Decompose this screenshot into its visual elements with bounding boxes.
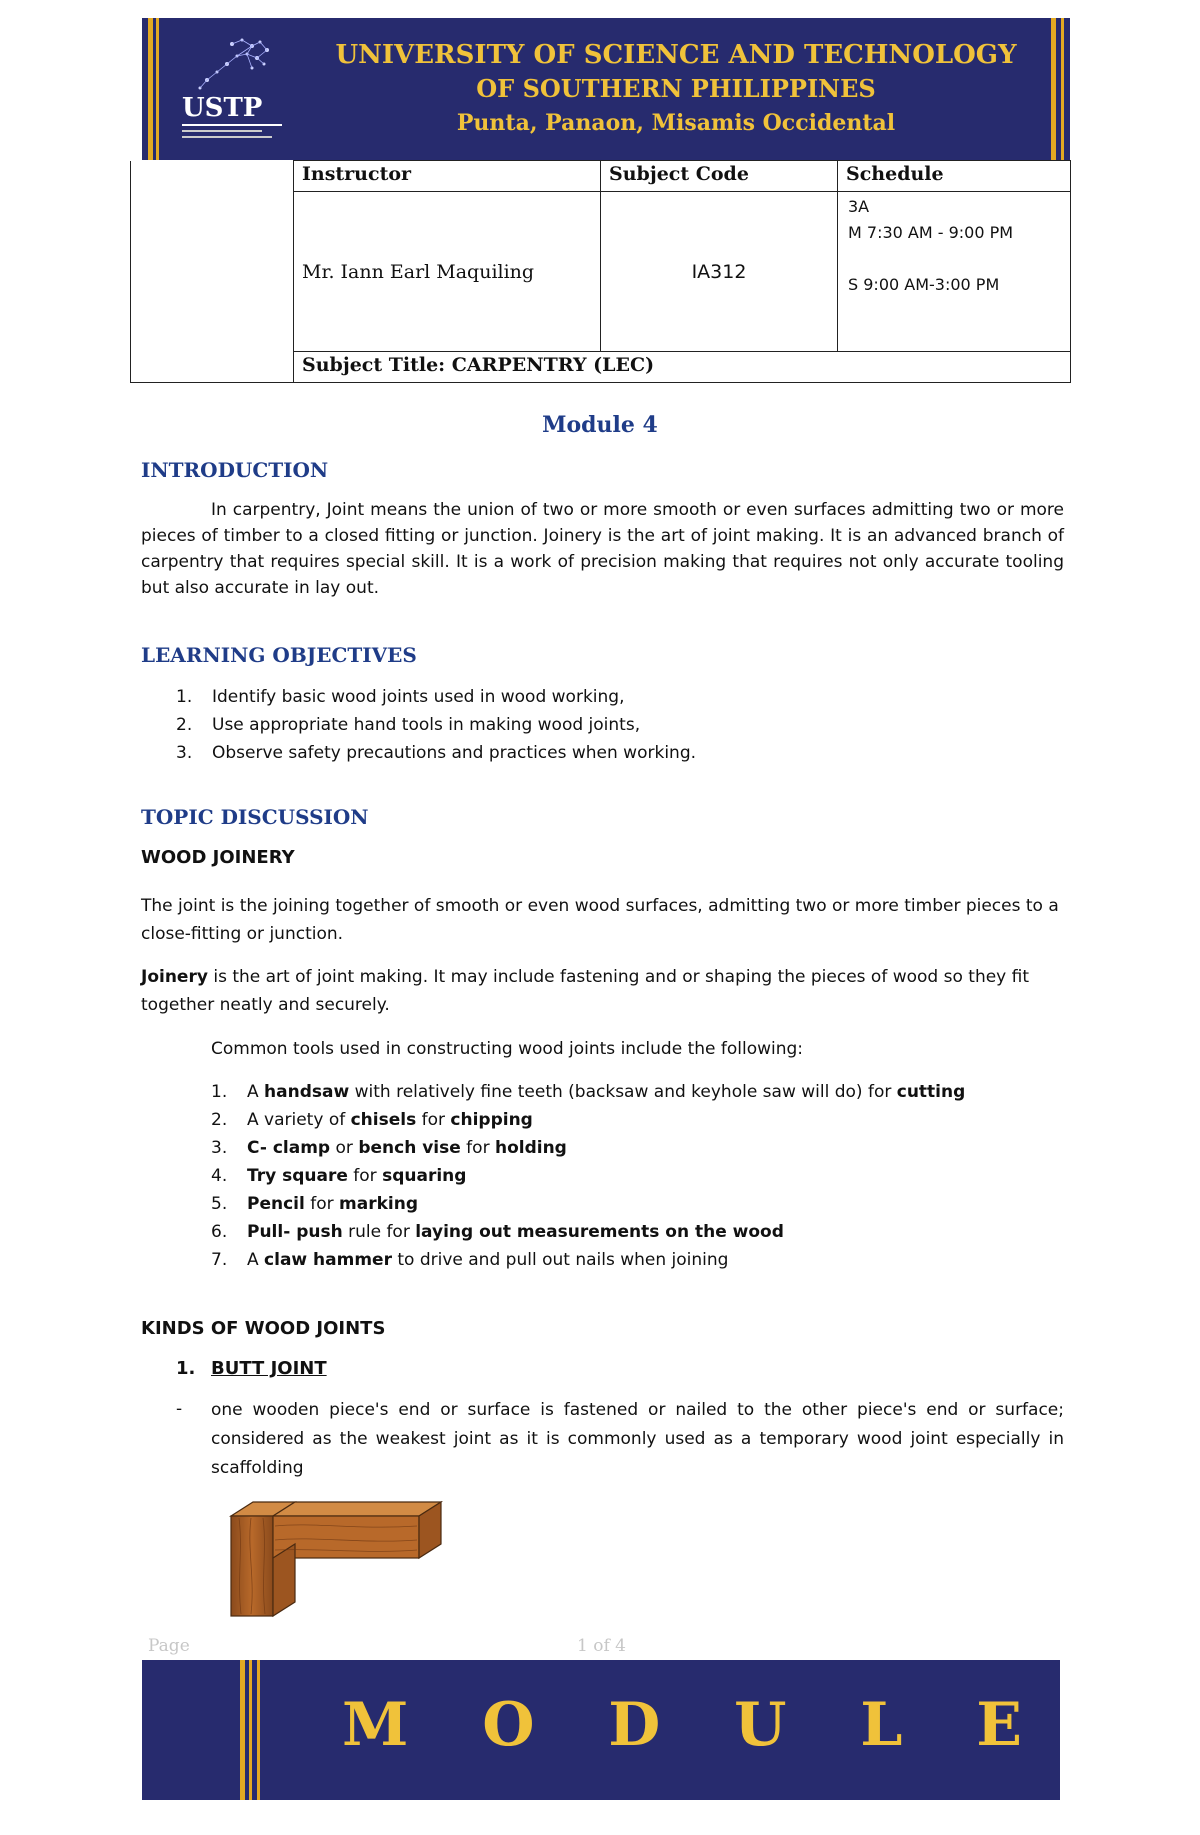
schedule-section: 3A [848, 197, 870, 216]
list-item [176, 711, 1056, 739]
blank-cell [131, 161, 294, 383]
item-number: 3. [176, 743, 193, 763]
banner-stripe [1051, 18, 1056, 160]
course-info-table [130, 160, 1071, 383]
page-label: Page [148, 1636, 190, 1656]
item-number: 2. [211, 1110, 228, 1130]
tool-text: for [416, 1110, 451, 1130]
tool-name: C- clamp [247, 1138, 331, 1158]
item-number: 7. [211, 1250, 228, 1270]
footer-stripe [249, 1660, 252, 1800]
wordmark-letter: M [342, 1690, 409, 1760]
item-text: Observe safety precautions and practices when working. [212, 743, 697, 763]
footer-stripe [257, 1660, 260, 1800]
tool-text: with relatively fine teeth (backsaw and keyhole saw will do) for [349, 1082, 897, 1102]
subject-code: IA312 [691, 260, 747, 283]
header-banner [142, 18, 1070, 160]
joinery-term: Joinery [141, 967, 208, 987]
tool-use: cutting [896, 1082, 966, 1102]
tool-text: A [247, 1250, 265, 1270]
item-number: 3. [211, 1138, 228, 1158]
tool-text: A variety of [247, 1110, 351, 1130]
logo-text: USTP [182, 93, 263, 123]
schedule-monday: M 7:30 AM - 9:00 PM [848, 223, 1014, 242]
footer-banner [142, 1660, 1060, 1800]
item-number: 2. [176, 715, 193, 735]
objectives-heading: LEARNING OBJECTIVES [141, 643, 417, 667]
schedule-saturday: S 9:00 AM-3:00 PM [848, 275, 1000, 294]
tools-intro: Common tools used in constructing wood joints include the following: [211, 1039, 804, 1059]
butt-joint-title: BUTT JOINT [211, 1358, 327, 1379]
ustp-logo [172, 34, 292, 146]
tool-text: to drive and pull out nails when joining [391, 1250, 729, 1270]
tool-use: chipping [450, 1110, 533, 1130]
joinery-text: is the art of joint making. It may include fastening and or shaping the pieces of wood so they fit together neatly and securely. [141, 967, 1030, 1015]
tool-name: Pull- push [247, 1222, 343, 1242]
introduction-body: In carpentry, Joint means the union of two or more smooth or even surfaces admitting two or more pieces of timber to a closed fitting or junction. Joinery is the art of joint making. It is an advanced branch of carpentry that requires special skill. It is a work of precision making that requires not only accurate tooling but also accurate in lay out. [141, 500, 1064, 598]
introduction-heading: INTRODUCTION [141, 458, 329, 482]
schedule-cell [838, 192, 1071, 352]
instructor-name: Mr. Iann Earl Maquiling [302, 260, 535, 283]
list-item [176, 739, 1056, 767]
tool-name: chisels [350, 1110, 417, 1130]
banner-stripe [156, 18, 159, 160]
tool-name: Pencil [247, 1194, 305, 1214]
list-item [211, 1106, 1071, 1134]
wordmark-letter: E [976, 1690, 1022, 1760]
joint-definition: The joint is the joining together of smooth or even wood surfaces, admitting two or more timber pieces to a close-fitting or junction. [141, 896, 1059, 944]
tool-use: marking [339, 1194, 418, 1214]
subject-code-cell [601, 192, 838, 352]
university-line-1: UNIVERSITY OF SCIENCE AND TECHNOLOGY [335, 40, 1017, 70]
butt-joint-description: one wooden piece's end or surface is fastened or nailed to the other piece's end or surface; considered as the weakest joint as it is commonly used as a temporary wood joint especially in scaffolding [211, 1400, 1064, 1478]
joinery-definition [141, 963, 1061, 1019]
list-item [211, 1078, 1071, 1106]
tool-name: bench vise [358, 1138, 461, 1158]
list-item [211, 1190, 1071, 1218]
footer-stripe [240, 1660, 245, 1800]
subject-title: Subject Title: CARPENTRY (LEC) [294, 352, 1071, 383]
topic-heading: TOPIC DISCUSSION [141, 805, 369, 829]
tool-name: Try square [247, 1166, 348, 1186]
tool-name: claw hammer [264, 1250, 392, 1270]
butt-joint-illustration [225, 1488, 475, 1620]
schedule-header: Schedule [838, 161, 1071, 192]
tool-use: laying out measurements on the wood [415, 1222, 784, 1242]
item-number: 1. [211, 1082, 228, 1102]
module-wordmark [342, 1690, 1022, 1760]
objectives-list [176, 683, 1056, 767]
tool-use: holding [494, 1138, 567, 1158]
tool-text: A [247, 1082, 265, 1102]
tool-text: for [460, 1138, 495, 1158]
banner-stripe [148, 18, 153, 160]
tool-text: rule for [342, 1222, 416, 1242]
module-title: Module 4 [542, 412, 658, 438]
dash-bullet: - [176, 1399, 183, 1419]
university-line-2: OF SOUTHERN PHILIPPINES [476, 74, 876, 103]
wordmark-letter: D [608, 1690, 661, 1760]
subject-code-header: Subject Code [601, 161, 838, 192]
page-count: 1 of 4 [577, 1636, 626, 1656]
wordmark-letter: L [860, 1690, 903, 1760]
tool-text: for [304, 1194, 340, 1214]
list-item [211, 1246, 1071, 1274]
university-name [306, 38, 1046, 140]
butt-joint-number: 1. [176, 1358, 196, 1379]
wordmark-letter: O [482, 1690, 535, 1760]
wood-joinery-heading: WOOD JOINERY [141, 847, 295, 868]
item-number: 6. [211, 1222, 228, 1242]
tool-text: for [347, 1166, 383, 1186]
list-item [211, 1162, 1071, 1190]
tool-use: squaring [382, 1166, 467, 1186]
item-text: Use appropriate hand tools in making wood joints, [212, 715, 641, 735]
tools-list [211, 1078, 1071, 1274]
tool-text: or [330, 1138, 359, 1158]
item-text: Identify basic wood joints used in wood working, [212, 687, 625, 707]
kinds-heading: KINDS OF WOOD JOINTS [141, 1318, 386, 1339]
item-number: 1. [176, 687, 193, 707]
university-location: Punta, Panaon, Misamis Occidental [456, 110, 896, 136]
banner-stripe [1061, 18, 1064, 160]
list-item [211, 1218, 1071, 1246]
instructor-header: Instructor [294, 161, 601, 192]
list-item [176, 683, 1056, 711]
item-number: 5. [211, 1194, 228, 1214]
instructor-cell [294, 192, 601, 352]
list-item [211, 1134, 1071, 1162]
wordmark-letter: U [734, 1690, 787, 1760]
tool-name: handsaw [264, 1082, 350, 1102]
item-number: 4. [211, 1166, 228, 1186]
